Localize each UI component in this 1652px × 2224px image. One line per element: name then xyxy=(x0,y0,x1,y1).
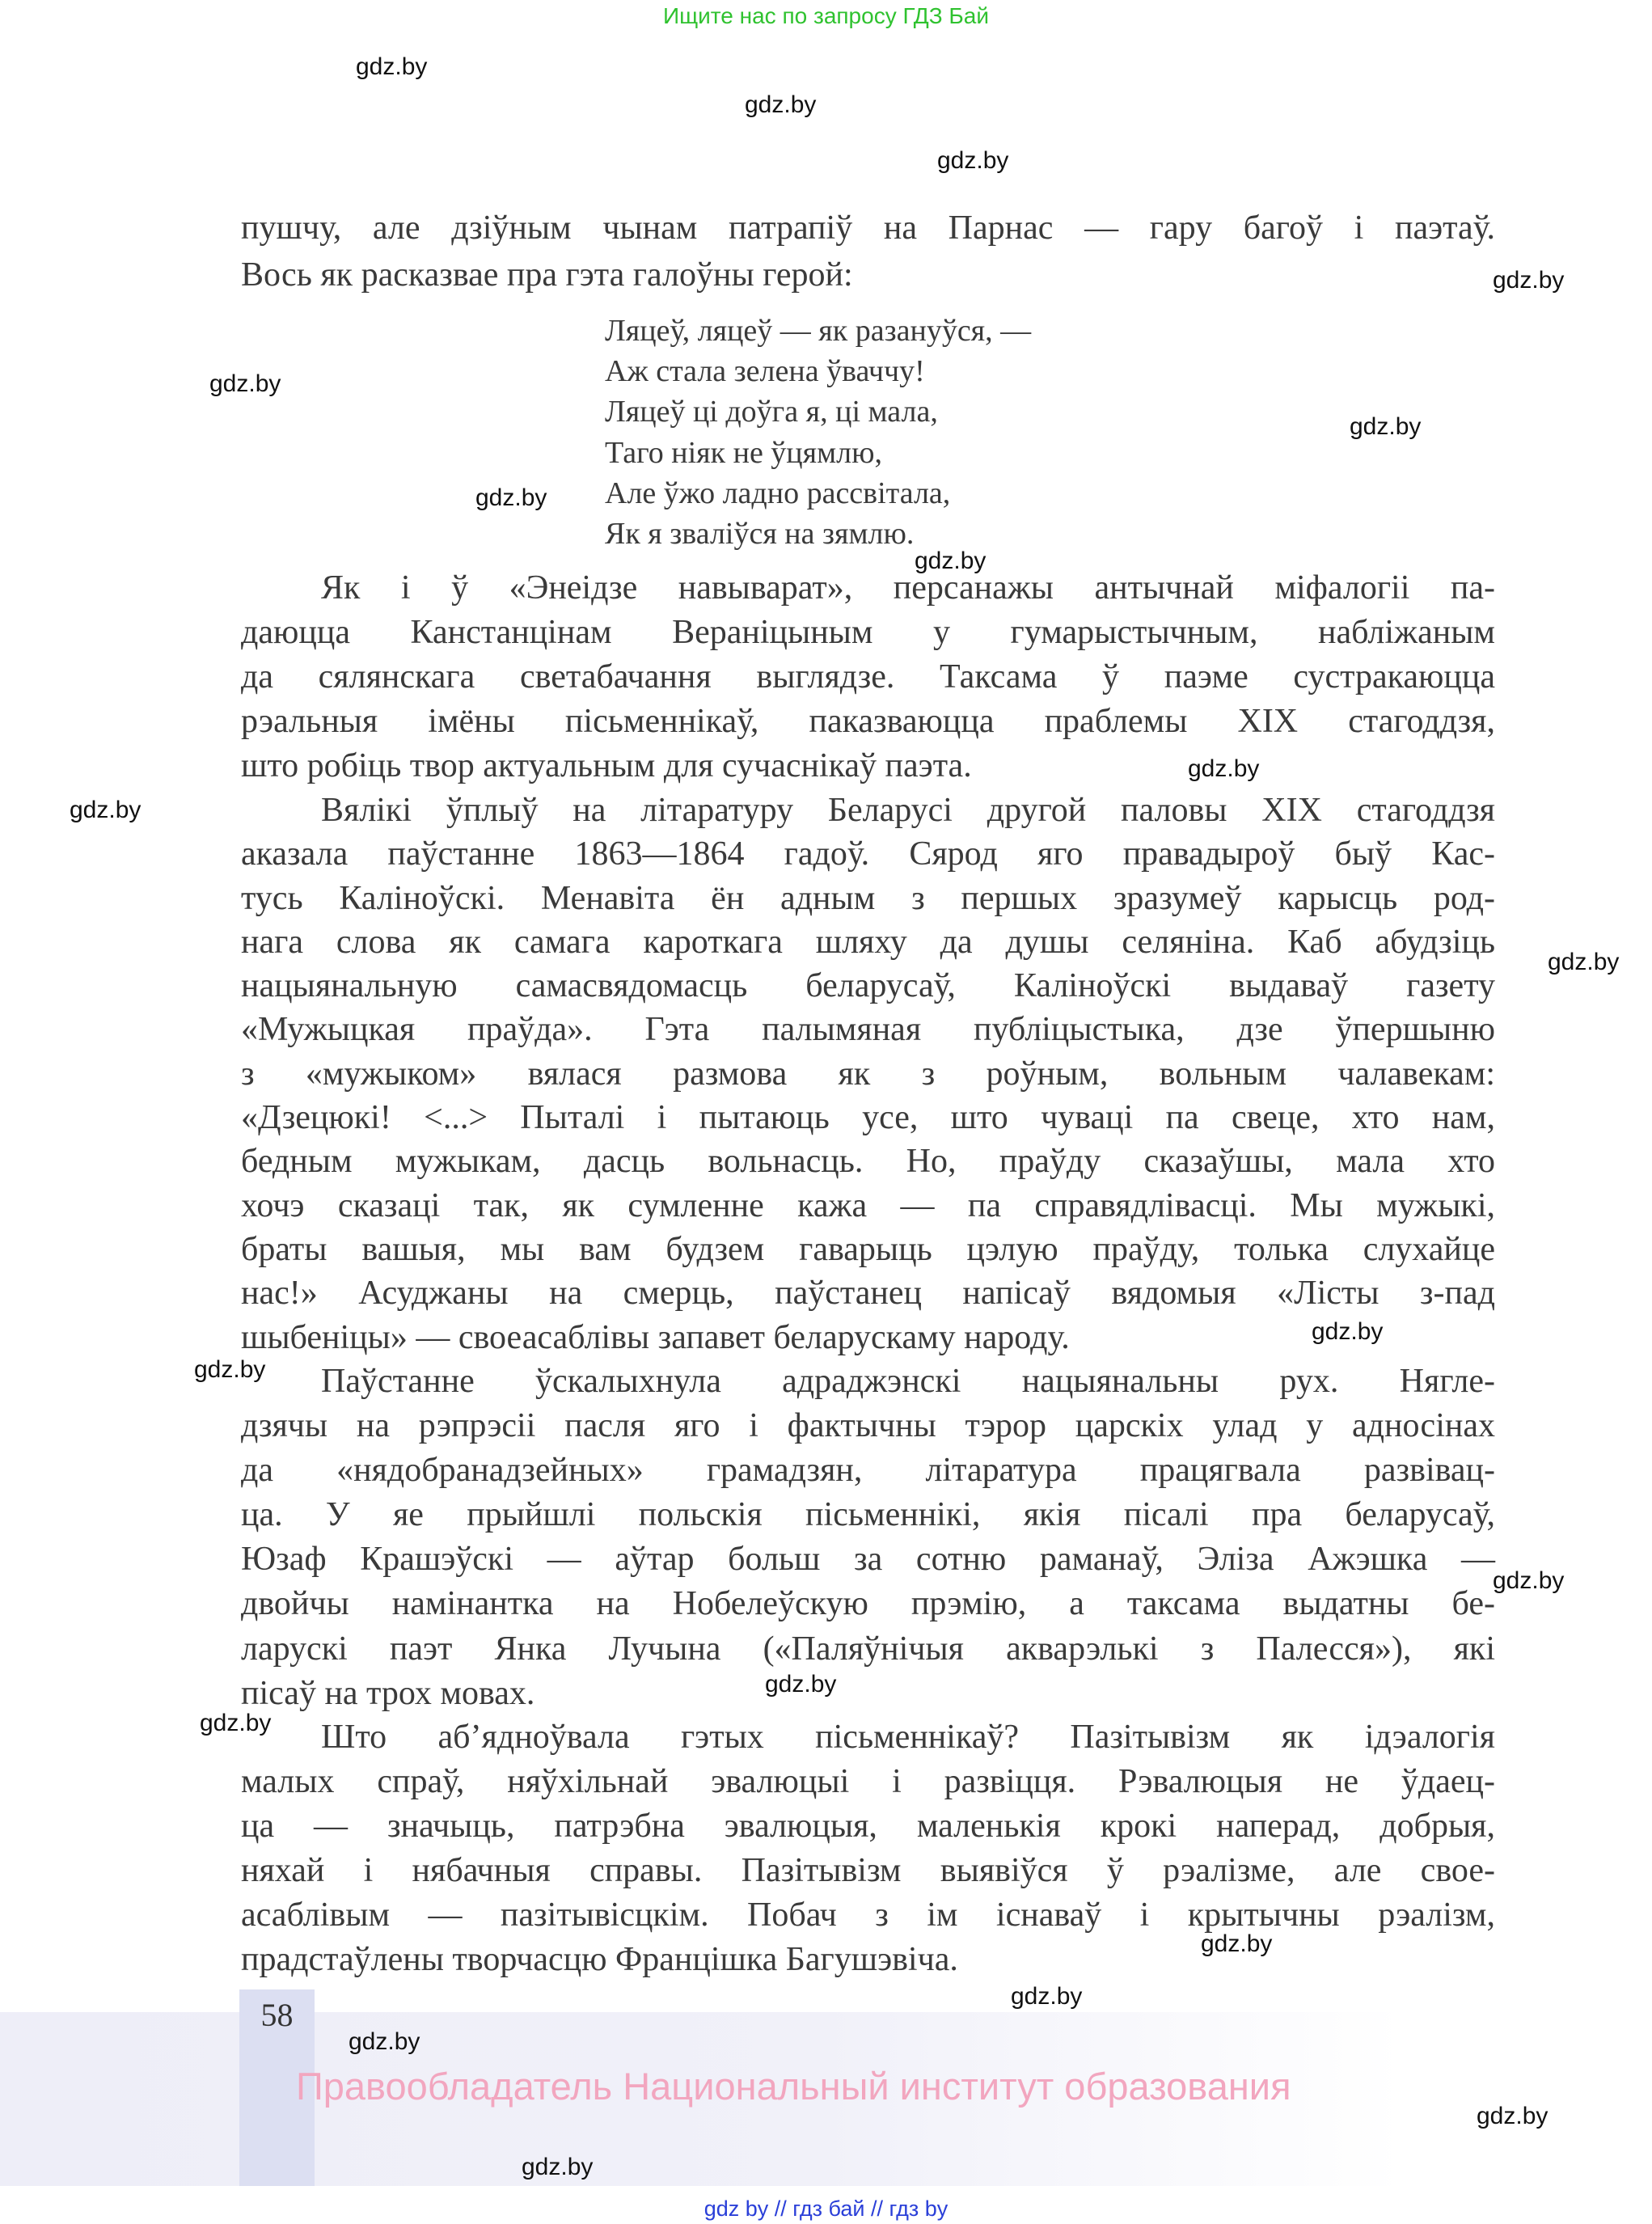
poem-line: Таго ніяк не ўцямлю, xyxy=(605,435,883,470)
watermark-gdz: gdz.by xyxy=(1548,949,1620,975)
text-line: Юзаф Крашэўскі — аўтар больш за сотню раманаў, Эліза Ажэшка — xyxy=(241,1541,1495,1579)
text-line: пушчу, але дзіўным чынам патрапіў на Парнас — гару багоў і паэтаў. xyxy=(241,209,1495,247)
paragraph-2 xyxy=(241,789,1495,1359)
watermark-gdz: gdz.by xyxy=(1493,267,1565,294)
text-line: Вялікі ўплыў на літаратуру Беларусі другой паловы XIX стагоддзя xyxy=(321,792,1495,829)
text-line: ца — значыць, патрэбна эвалюцыя, маленькія крокі наперад, добрыя, xyxy=(241,1808,1495,1845)
text-line: што робіць твор актуальным для сучаснікаў паэта. xyxy=(241,747,972,784)
paragraph-1 xyxy=(241,566,1495,789)
watermark-gdz: gdz.by xyxy=(915,548,987,574)
text-line: да «нядобранадзейных» грамадзян, літаратура працягвала развівац- xyxy=(241,1452,1495,1490)
text-line: няхай і нябачныя справы. Пазітывізм выявіўся ў рэалізме, але свое- xyxy=(241,1852,1495,1889)
page-number: 58 xyxy=(260,1997,294,2033)
watermark-gdz: gdz.by xyxy=(356,53,428,80)
text-line: пісаў на трох мовах. xyxy=(241,1674,535,1712)
text-line: дзячы на рэпрэсіі пасля яго і фактычны тэрор царскіх улад у адносінах xyxy=(241,1407,1495,1445)
watermark-gdz: gdz.by xyxy=(475,484,547,511)
poem-line: Ляцеў ці доўга я, ці мала, xyxy=(605,395,938,429)
text-line: Што аб’ядноўвала гэтых пісьменнікаў? Пазітывізм як ідэалогія xyxy=(321,1719,1495,1756)
text-line: даюцца Канстанцінам Вераніцыным у гумарыстычным, набліжаным xyxy=(241,614,1495,651)
text-line: малых спраў, няўхільнай эвалюцыі і развіцця. Рэвалюцыя не ўдаец- xyxy=(241,1763,1495,1800)
text-line: рэальныя імёны пісьменнікаў, паказваюцца праблемы XIX стагоддзя, xyxy=(241,703,1495,740)
poem-line: Ляцеў, ляцеў — як разануўся, — xyxy=(605,314,1032,348)
watermark-gdz: gdz.by xyxy=(200,1710,272,1736)
text-line: ца. У яе прыйшлі польскія пісьменнікі, якія пісалі пра беларусаў, xyxy=(241,1496,1495,1534)
watermark-gdz: gdz.by xyxy=(765,1671,837,1698)
watermark-gdz: gdz.by xyxy=(209,370,281,397)
poem-line: Але ўжо ладно рассвітала, xyxy=(605,476,951,510)
text-line: з «мужыком» вялася размова як з роўным, вольным чалавекам: xyxy=(241,1055,1495,1093)
watermark-gdz: gdz.by xyxy=(1011,1983,1083,2010)
watermark-gdz: gdz.by xyxy=(745,91,817,118)
text-line: нацыянальную самасвядомасць беларусаў, Каліноўскі выдаваў газету xyxy=(241,967,1495,1005)
search-banner[interactable]: Ищите нас по запросу ГДЗ Бай xyxy=(662,3,990,28)
bottom-links[interactable]: gdz by // гдз бай // гдз by xyxy=(703,2197,949,2221)
poem-quote xyxy=(605,311,1031,554)
paragraph-3 xyxy=(241,1359,1495,1716)
text-line: двойчы намінантка на Нобелеўскую прэмію, а таксама выдатны бе- xyxy=(241,1585,1495,1623)
copyright-notice: Правообладатель Национальный институт образования xyxy=(296,2065,1291,2108)
watermark-gdz: gdz.by xyxy=(522,2154,594,2180)
intro-text xyxy=(241,205,1495,298)
paragraph-4 xyxy=(241,1715,1495,1982)
text-line: нас!» Асуджаны на смерць, паўстанец напісаў вядомыя «Лісты з-пад xyxy=(241,1275,1495,1313)
text-line: да сялянскага светабачання выглядзе. Таксама ў паэме сустракаюцца xyxy=(241,658,1495,696)
text-line: бедным мужыкам, дасць вольнасць. Но, праўду сказаўшы, мала хто xyxy=(241,1143,1495,1181)
watermark-gdz: gdz.by xyxy=(937,147,1009,174)
text-line: нага слова як самага кароткага шляху да душы селяніна. Каб абудзіць xyxy=(241,923,1495,961)
watermark-gdz: gdz.by xyxy=(1350,413,1422,440)
text-line: аказала паўстанне 1863—1864 гадоў. Сярод яго правадыроў быў Кас- xyxy=(241,835,1495,873)
text-line: Як і ў «Энеідзе навыварат», персанажы антычнай міфалогіі па- xyxy=(321,569,1495,607)
watermark-gdz: gdz.by xyxy=(70,797,142,823)
text-line: Вось як расказвае пра гэта галоўны герой: xyxy=(241,256,853,294)
text-line: «Дзецюкі! <...> Пыталі і пытаюць усе, што чуваці па свеце, хто нам, xyxy=(241,1099,1495,1137)
watermark-gdz: gdz.by xyxy=(1493,1567,1565,1594)
text-line: ларускі паэт Янка Лучына («Паляўнічыя акварэлькі з Палесся»), які xyxy=(241,1630,1495,1668)
watermark-gdz: gdz.by xyxy=(1201,1930,1273,1957)
watermark-gdz: gdz.by xyxy=(194,1356,266,1383)
text-line: хочэ сказаці так, як сумленне кажа — па справядлівасці. Мы мужыкі, xyxy=(241,1186,1495,1224)
poem-line: Як я зваліўся на зямлю. xyxy=(605,516,915,551)
watermark-gdz: gdz.by xyxy=(1312,1318,1384,1345)
text-line: шыбеніцы» — своеасаблівы запавет беларускаму народу. xyxy=(241,1318,1070,1356)
text-line: браты вашыя, мы вам будзем гаварыць цэлую праўду, толька слухайце xyxy=(241,1230,1495,1268)
watermark-gdz: gdz.by xyxy=(349,2028,420,2055)
poem-line: Аж стала зелена ўваччу! xyxy=(605,354,925,389)
text-line: асаблівым — пазітывісцкім. Побач з ім існаваў і крытычны рэалізм, xyxy=(241,1896,1495,1934)
text-line: прадстаўлены творчасцю Францішка Багушэвіча. xyxy=(241,1941,958,1978)
watermark-gdz: gdz.by xyxy=(1188,755,1260,782)
text-line: тусь Каліноўскі. Менавіта ён адным з першых зразумеў карысць род- xyxy=(241,879,1495,917)
text-line: Паўстанне ўскалыхнула адраджэнскі нацыянальны рух. Нягле- xyxy=(321,1363,1495,1400)
watermark-gdz: gdz.by xyxy=(1477,2103,1548,2129)
text-line: «Мужыцкая праўда». Гэта палымяная публіцыстыка, дзе ўпершыню xyxy=(241,1011,1495,1049)
